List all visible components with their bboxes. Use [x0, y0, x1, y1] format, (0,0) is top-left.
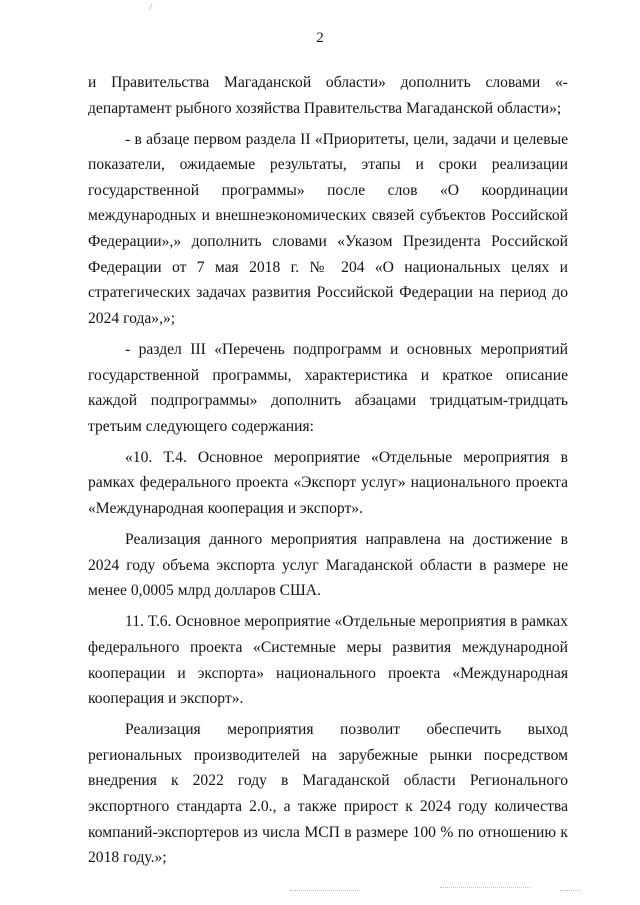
- paragraph-measure-10: «10. Т.4. Основное мероприятие «Отдельные мероприятия в рамках федерального проекта «Экспорт услуг» национального проекта «Международная кооперация и экспорт».: [88, 448, 568, 517]
- scan-artifact-mark: [149, 3, 157, 12]
- document-body: [88, 70, 568, 871]
- paragraph-measure-10-goal: Реализация данного мероприятия направлена на достижение в 2024 году объема экспорта услуг Магаданской области в размере не менее 0,0005 млрд долларов США.: [88, 531, 568, 600]
- page-number: 2: [316, 30, 324, 46]
- scan-artifact-line: [560, 890, 580, 892]
- paragraph-section-iii-amendment: - раздел III «Перечень подпрограмм и основных мероприятий государственной программы, характеристика и краткое описание каждой подпрограммы» дополнить абзацами тридцатым-тридцать третьим следующего содержания:: [88, 340, 568, 435]
- paragraph-measure-11: 11. Т.6. Основное мероприятие «Отдельные мероприятия в рамках федерального проекта «Системные меры развития международной кооперации и экспорта» национального проекта «Международная кооперация и экспорт».: [88, 613, 568, 708]
- scan-artifact-line: [290, 890, 360, 892]
- paragraph-measure-11-goal: Реализация мероприятия позволит обеспечить выход региональных производителей на зарубежные рынки посредством внедрения к 2022 году в Магаданской области Регионального экспортного стандарта 2.0., а также прирост к 2024 году количества компаний-экспортеров из числа МСП в размере 100 % по отношению к 2018 году.»;: [88, 721, 568, 867]
- paragraph-section-ii-amendment: - в абзаце первом раздела II «Приоритеты, цели, задачи и целевые показатели, ожидаемые результаты, этапы и сроки реализации государственной программы» после слов «О координации международных и внешнеэкономических связей субъектов Российской Федерации»,» дополнить словами «Указом Президента Российской Федерации от 7 мая 2018 г. № 204 «О национальных целях и стратегических задачах развития Российской Федерации на период до 2024 года»,»;: [88, 130, 568, 327]
- scan-artifact-line: [440, 887, 530, 889]
- paragraph-continuation: и Правительства Магаданской области» дополнить словами «- департамент рыбного хозяйства Правительства Магаданской области»;: [88, 74, 568, 117]
